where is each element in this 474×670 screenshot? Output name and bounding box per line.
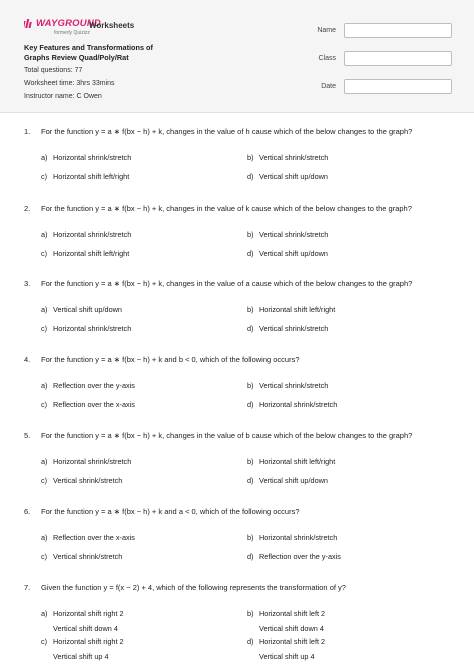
question-number: 2. (24, 204, 31, 213)
option-text-group (259, 304, 449, 315)
option-text-group (259, 248, 449, 259)
option-text: Horizontal shrink/stretch (53, 324, 132, 333)
answer-option[interactable] (41, 399, 243, 410)
option-text-group (53, 152, 243, 163)
answer-option[interactable] (41, 248, 243, 259)
option-letter: c) (41, 637, 48, 646)
option-text: Vertical shift up/down (53, 305, 122, 314)
option-text: Vertical shift up/down (259, 172, 328, 181)
worksheet-header (0, 0, 474, 113)
option-letter: a) (41, 153, 48, 162)
option-letter: a) (41, 381, 48, 390)
option-text-group (53, 475, 243, 486)
option-text-group (259, 551, 449, 562)
option-text-group (53, 304, 243, 315)
option-text: Horizontal shift left/right (53, 249, 130, 258)
date-field-row (306, 79, 452, 94)
option-text: Horizontal shift left 2 (259, 637, 326, 646)
question-text: For the function y = a ∗ f(bx − h) + k and b < 0, which of the following occurs? (41, 355, 300, 364)
option-text-group (259, 171, 449, 182)
option-letter: d) (247, 249, 254, 258)
option-text: Horizontal shift left/right (259, 457, 336, 466)
answer-option[interactable] (41, 304, 243, 315)
option-text-group (53, 380, 243, 391)
option-letter: a) (41, 533, 48, 542)
answer-option[interactable] (247, 171, 449, 182)
question-text-row (24, 204, 454, 214)
answer-option[interactable] (41, 608, 243, 634)
answer-option[interactable] (41, 229, 243, 240)
option-text: Vertical shrink/stretch (259, 230, 329, 239)
logo-mark-icon (24, 19, 34, 29)
option-text-group (259, 152, 449, 163)
option-text: Vertical shrink/stretch (259, 381, 329, 390)
option-letter: a) (41, 457, 48, 466)
question-text-row (24, 355, 454, 365)
total-questions: Total questions: 77 (24, 67, 83, 74)
option-text: Horizontal shift right 2 (53, 609, 124, 618)
question-5 (24, 431, 454, 485)
answer-option[interactable] (247, 456, 449, 467)
option-letter: c) (41, 172, 48, 181)
worksheet-title-line-1: Key Features and Transformations of (24, 43, 153, 52)
option-text-group (53, 399, 243, 410)
class-field-row (306, 51, 452, 66)
option-text-group (259, 229, 449, 240)
option-text-group (53, 532, 243, 543)
answer-option[interactable] (247, 608, 449, 634)
question-text: For the function y = a ∗ f(bx − h) + k, changes in the value of b cause which of the below changes to the graph? (41, 431, 413, 440)
option-text-group (259, 380, 449, 391)
option-text: Vertical shrink/stretch (259, 324, 329, 333)
option-letter: d) (247, 324, 254, 333)
question-text-row (24, 127, 454, 137)
logo-subtitle: formerly Quizizz (54, 30, 90, 36)
question-2 (24, 204, 454, 258)
answer-option[interactable] (41, 152, 243, 163)
answer-option[interactable] (41, 456, 243, 467)
option-letter: c) (41, 324, 48, 333)
question-4 (24, 355, 454, 409)
option-letter: b) (247, 153, 254, 162)
answer-option[interactable] (41, 380, 243, 391)
date-label: Date (321, 83, 336, 90)
logo-text: WAYGROUND (36, 18, 101, 29)
option-text-group (259, 532, 449, 543)
name-field-row (306, 23, 452, 38)
answer-option[interactable] (41, 636, 243, 662)
question-text: For the function y = a ∗ f(bx − h) + k, changes in the value of k cause which of the below changes to the graph? (41, 204, 412, 213)
option-text: Vertical shift up/down (259, 249, 328, 258)
option-text: Vertical shift up/down (259, 476, 328, 485)
worksheets-label: Worksheets (89, 21, 135, 30)
question-text: Given the function y = f(x − 2) + 4, which of the following represents the transformation of y? (41, 583, 346, 592)
answer-option[interactable] (41, 532, 243, 543)
option-text-group (53, 608, 243, 634)
question-text-row (24, 431, 454, 441)
option-text: Horizontal shrink/stretch (53, 457, 132, 466)
answer-option[interactable] (247, 380, 449, 391)
option-text: Horizontal shift right 2 (53, 637, 124, 646)
option-text-group (53, 636, 243, 662)
option-letter: b) (247, 305, 254, 314)
question-number: 6. (24, 507, 31, 516)
question-number: 4. (24, 355, 31, 364)
question-text-row (24, 507, 454, 517)
option-text-group (259, 608, 449, 634)
question-text: For the function y = a ∗ f(bx − h) + k, changes in the value of a cause which of the below changes to the graph? (41, 279, 413, 288)
name-input[interactable] (344, 23, 452, 38)
name-label: Name (317, 27, 336, 34)
option-letter: d) (247, 637, 254, 646)
option-letter: b) (247, 457, 254, 466)
worksheet-title-line-2: Graphs Review Quad/Poly/Rat (24, 53, 129, 62)
option-text-line-2: Vertical shift up 4 (259, 652, 315, 661)
option-letter: c) (41, 249, 48, 258)
answer-option[interactable] (247, 636, 449, 662)
question-1 (24, 127, 454, 181)
answer-option[interactable] (41, 475, 243, 486)
answer-option[interactable] (41, 323, 243, 334)
date-input[interactable] (344, 79, 452, 94)
option-text-group (53, 171, 243, 182)
option-text: Reflection over the y-axis (259, 552, 341, 561)
option-letter: d) (247, 476, 254, 485)
option-text: Horizontal shrink/stretch (259, 400, 338, 409)
question-text-row (24, 583, 454, 593)
question-7 (24, 583, 454, 661)
option-text-group (259, 399, 449, 410)
option-text-line-2: Vertical shift up 4 (53, 652, 109, 661)
option-letter: c) (41, 552, 48, 561)
option-text: Reflection over the x-axis (53, 400, 135, 409)
answer-option[interactable] (247, 229, 449, 240)
option-text-group (53, 248, 243, 259)
option-text: Reflection over the y-axis (53, 381, 135, 390)
option-text-group (53, 551, 243, 562)
option-letter: b) (247, 533, 254, 542)
question-text-row (24, 279, 454, 289)
class-input[interactable] (344, 51, 452, 66)
option-text: Horizontal shrink/stretch (53, 153, 132, 162)
answer-option[interactable] (247, 399, 449, 410)
answer-option[interactable] (41, 551, 243, 562)
answer-option[interactable] (247, 551, 449, 562)
option-text: Horizontal shift left/right (259, 305, 336, 314)
option-text-group (259, 456, 449, 467)
option-letter: c) (41, 476, 48, 485)
option-text-group (53, 229, 243, 240)
answer-option[interactable] (247, 475, 449, 486)
option-text: Reflection over the x-axis (53, 533, 135, 542)
question-number: 3. (24, 279, 31, 288)
question-text: For the function y = a ∗ f(bx − h) + k and a < 0, which of the following occurs? (41, 507, 300, 516)
answer-option[interactable] (247, 532, 449, 543)
answer-option[interactable] (247, 304, 449, 315)
question-text: For the function y = a ∗ f(bx − h) + k, changes in the value of h cause which of the below changes to the graph? (41, 127, 413, 136)
option-text: Vertical shrink/stretch (259, 153, 329, 162)
answer-option[interactable] (247, 323, 449, 334)
option-letter: d) (247, 172, 254, 181)
option-text-group (259, 636, 449, 662)
option-letter: b) (247, 381, 254, 390)
question-number: 1. (24, 127, 31, 136)
answer-option[interactable] (41, 171, 243, 182)
option-text-group (259, 323, 449, 334)
option-text: Horizontal shrink/stretch (259, 533, 338, 542)
instructor-name: Instructor name: C Owen (24, 93, 102, 100)
question-3 (24, 279, 454, 333)
answer-option[interactable] (247, 152, 449, 163)
option-letter: c) (41, 400, 48, 409)
option-letter: a) (41, 609, 48, 618)
option-text: Horizontal shrink/stretch (53, 230, 132, 239)
option-text: Vertical shrink/stretch (53, 476, 123, 485)
option-text-group (259, 475, 449, 486)
answer-option[interactable] (247, 248, 449, 259)
option-text: Horizontal shift left 2 (259, 609, 326, 618)
class-label: Class (318, 55, 336, 62)
worksheet-time: Worksheet time: 3hrs 33mins (24, 80, 115, 87)
option-text: Horizontal shift left/right (53, 172, 130, 181)
option-text-group (53, 323, 243, 334)
option-letter: b) (247, 230, 254, 239)
option-letter: b) (247, 609, 254, 618)
worksheet-info (24, 43, 224, 101)
question-number: 7. (24, 583, 31, 592)
option-text-line-2: Vertical shift down 4 (259, 624, 324, 633)
option-letter: d) (247, 552, 254, 561)
option-letter: d) (247, 400, 254, 409)
option-letter: a) (41, 230, 48, 239)
question-number: 5. (24, 431, 31, 440)
option-text-line-2: Vertical shift down 4 (53, 624, 118, 633)
option-text-group (53, 456, 243, 467)
option-letter: a) (41, 305, 48, 314)
option-text: Vertical shrink/stretch (53, 552, 123, 561)
question-6 (24, 507, 454, 561)
